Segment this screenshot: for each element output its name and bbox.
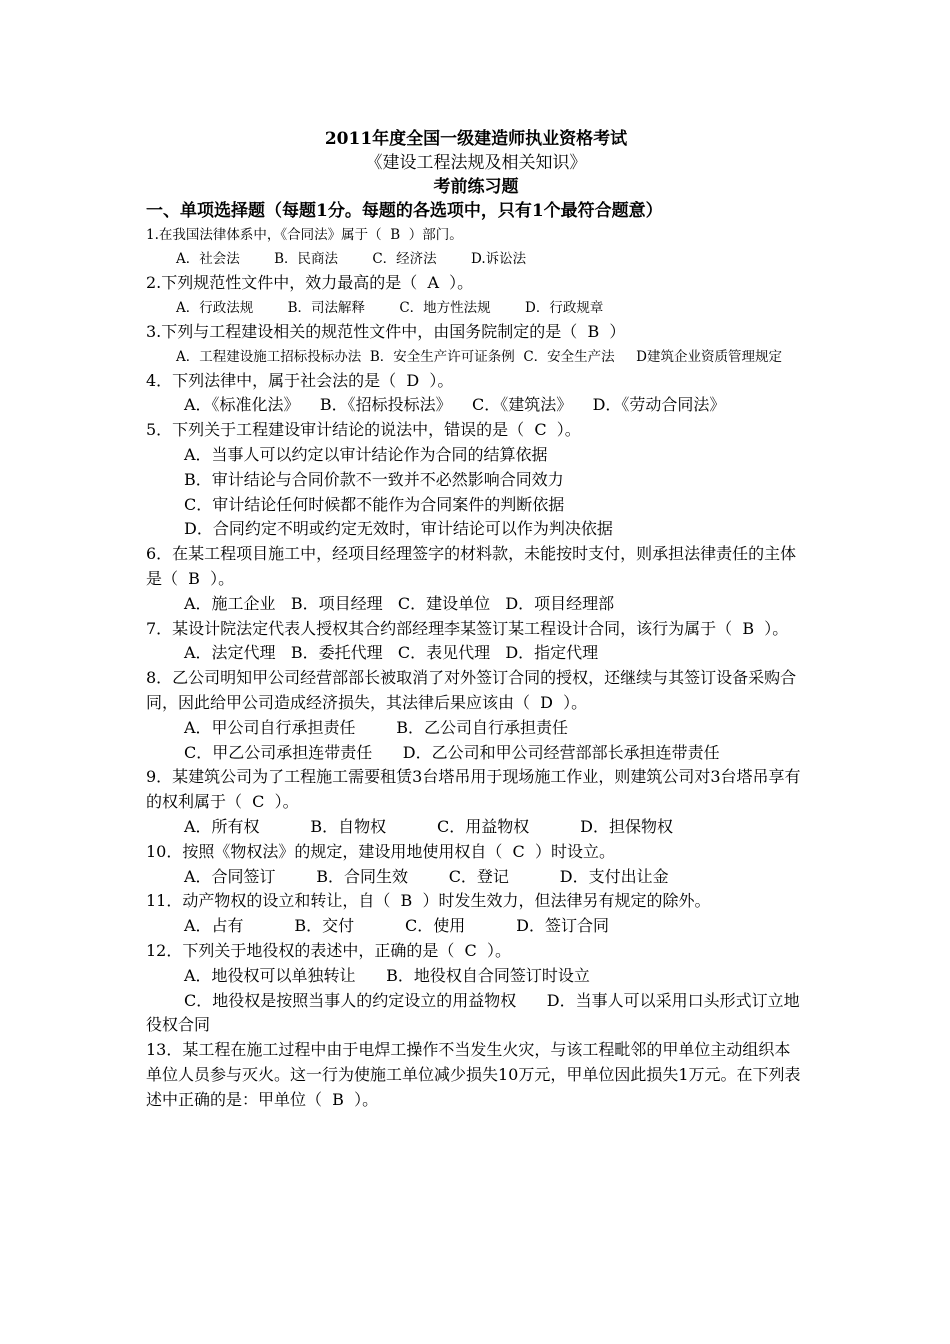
question-5-option-a: A．当事人可以约定以审计结论作为合同的结算依据 (184, 444, 548, 464)
question-1-options: A．社会法 B．民商法 C．经济法 D.诉讼法 (176, 251, 527, 267)
question-3: 3.下列与工程建设相关的规范性文件中，由国务院制定的是（ B ） (146, 321, 626, 341)
document-content (146, 127, 806, 1113)
question-5: 5．下列关于工程建设审计结论的说法中，错误的是（ C ）。 (146, 420, 581, 440)
question-13: 13．某工程在施工过程中由于电焊工操作不当发生火灾，与该工程毗邻的甲单位主动组织本单位人员参与灭火。这一行为使施工单位减少损失10万元，甲单位因此损失1万元。在下列表述中正确的是：甲单位（ B ）。 (146, 1040, 801, 1109)
section-heading: 一、单项选择题（每题1分。每题的各选项中，只有1个最符合题意） (146, 201, 663, 221)
question-4: 4．下列法律中，属于社会法的是（ D ）。 (146, 370, 454, 390)
question-5-option-c: C．审计结论任何时候都不能作为合同案件的判断依据 (184, 494, 565, 514)
document-subtitle: 《建设工程法规及相关知识》 (365, 153, 587, 173)
document-title: 2011年度全国一级建造师执业资格考试 (324, 129, 628, 149)
question-9-options: A．所有权 B．自物权 C．用益物权 D．担保物权 (184, 816, 673, 836)
question-11: 11．动产物权的设立和转让，自（ B ）时发生效力，但法律另有规定的除外。 (146, 891, 711, 911)
question-7: 7．某设计院法定代表人授权其合约部经理李某签订某工程设计合同，该行为属于（ B ）。 (146, 618, 789, 638)
question-3-options: A．工程建设施工招标投标办法 B．安全生产许可证条例 C．安全生产法 D建筑企业资质管理规定 (176, 348, 782, 365)
question-7-options: A．法定代理 B．委托代理 C．表见代理 D．指定代理 (184, 643, 599, 663)
question-2-options: A．行政法规 B．司法解释 C．地方性法规 D．行政规章 (176, 299, 604, 316)
question-4-options: A．《标准化法》 B．《招标投标法》 C．《建筑法》 D．《劳动合同法》 (184, 395, 726, 415)
question-12-options-cd: C．地役权是按照当事人的约定设立的用益物权 D．当事人可以采用口头形式订立地役权合同 (146, 990, 800, 1035)
question-10-options: A．合同签订 B．合同生效 C．登记 D．支付出让金 (184, 866, 669, 886)
question-1: 1.在我国法律体系中，《合同法》属于（ B ）部门。 (146, 227, 463, 243)
question-2: 2.下列规范性文件中，效力最高的是（ A ）。 (146, 273, 474, 292)
question-8-options-ab: A．甲公司自行承担责任 B．乙公司自行承担责任 (184, 717, 569, 737)
question-12: 12．下列关于地役权的表述中，正确的是（ C ）。 (146, 940, 511, 960)
question-8: 8．乙公司明知甲公司经营部部长被取消了对外签订合同的授权，还继续与其签订设备采购合同，因此给甲公司造成经济损失，其法律后果应该由（ D ）。 (146, 668, 797, 712)
question-8-options-cd: C．甲乙公司承担连带责任 D．乙公司和甲公司经营部部长承担连带责任 (184, 742, 720, 762)
question-10: 10．按照《物权法》的规定，建设用地使用权自（ C ）时设立。 (146, 841, 615, 861)
question-5-option-b: B．审计结论与合同价款不一致并不必然影响合同效力 (184, 469, 564, 489)
question-9: 9．某建筑公司为了工程施工需要租赁3台塔吊用于现场施工作业，则建筑公司对3台塔吊享有的权利属于（ C ）。 (146, 767, 801, 812)
question-11-options: A．占有 B．交付 C．使用 D．签订合同 (184, 916, 609, 936)
document-title-secondary: 考前练习题 (433, 177, 519, 197)
question-6-options: A．施工企业 B．项目经理 C．建设单位 D．项目经理部 (184, 593, 615, 613)
question-5-option-d: D．合同约定不明或约定无效时，审计结论可以作为判决依据 (184, 519, 613, 539)
question-6: 6．在某工程项目施工中，经项目经理签字的材料款，未能按时支付，则承担法律责任的主体是（ B ）。 (146, 544, 797, 588)
question-12-options-ab: A．地役权可以单独转让 B．地役权自合同签订时设立 (184, 965, 590, 985)
